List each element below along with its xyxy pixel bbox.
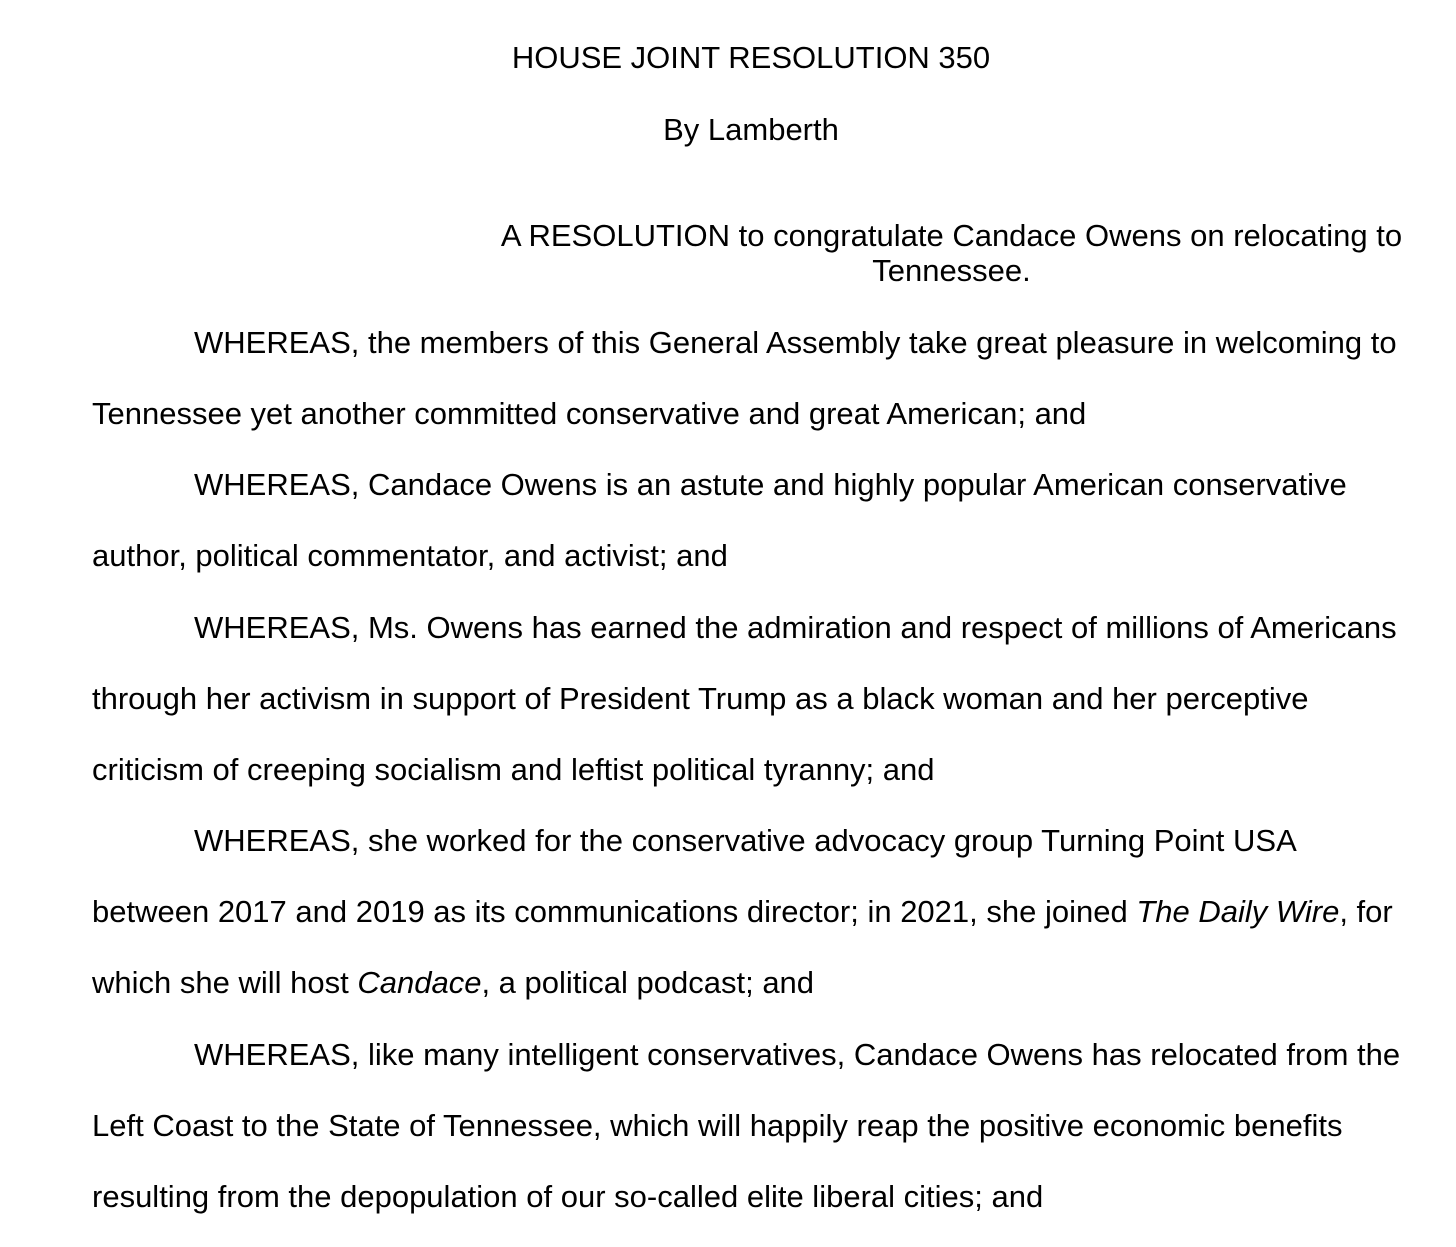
clause-line: through her activism in support of President Trump as a black woman and her perceptive xyxy=(92,681,1309,716)
whereas-clause-2 xyxy=(92,449,1400,591)
clause-line: Tennessee yet another committed conservative and great American; and xyxy=(92,396,1087,431)
clause-line: WHEREAS, Ms. Owens has earned the admiration and respect of millions of Americans xyxy=(194,610,1397,645)
whereas-clause-1 xyxy=(92,307,1400,449)
clause-line: criticism of creeping socialism and leftist political tyranny; and xyxy=(92,752,935,787)
whereas-clause-5 xyxy=(92,1019,1400,1232)
clause-text: which she will host xyxy=(92,965,358,1000)
resolution-title: HOUSE JOINT RESOLUTION 350 xyxy=(511,40,991,75)
clause-line: WHEREAS, Candace Owens is an astute and highly popular American conservative xyxy=(194,467,1347,502)
clause-line: author, political commentator, and activist; and xyxy=(92,538,728,573)
clause-line: WHEREAS, like many intelligent conservatives, Candace Owens has relocated from the xyxy=(194,1037,1401,1072)
whereas-clause-3 xyxy=(92,592,1400,805)
clause-line: WHEREAS, she worked for the conservative advocacy group Turning Point USA xyxy=(194,823,1297,858)
podcast-name: Candace xyxy=(357,965,482,1000)
clause-text: , a political podcast; and xyxy=(481,965,815,1000)
resolution-sponsor: By Lamberth xyxy=(663,112,839,147)
clause-line: WHEREAS, the members of this General Assembly take great pleasure in welcoming to xyxy=(194,325,1397,360)
publication-name: The Daily Wire xyxy=(1136,894,1340,929)
resolution-summary: A RESOLUTION to congratulate Candace Owens on relocating to Tennessee. xyxy=(500,218,1403,288)
clause-text: , for xyxy=(1339,894,1393,929)
clause-line xyxy=(92,947,1400,1018)
clause-text: between 2017 and 2019 as its communications director; in 2021, she joined xyxy=(92,894,1137,929)
clause-line: Left Coast to the State of Tennessee, which will happily reap the positive economic benefits xyxy=(92,1108,1343,1143)
whereas-clause-4 xyxy=(92,805,1400,1018)
clause-line: resulting from the depopulation of our so-called elite liberal cities; and xyxy=(92,1179,1044,1214)
clause-line xyxy=(92,876,1400,947)
